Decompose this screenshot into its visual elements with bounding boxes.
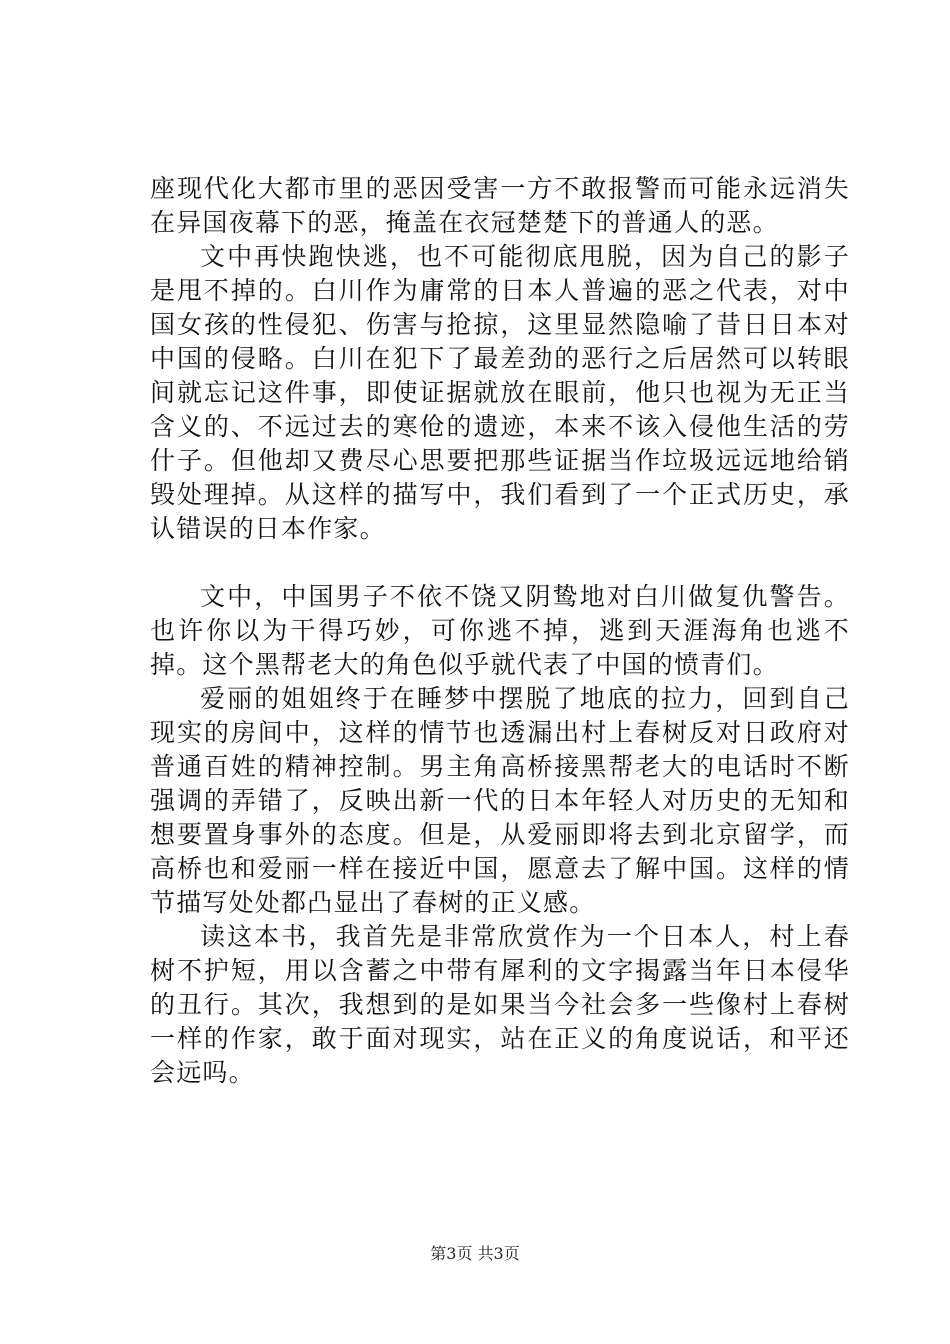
paragraph-4: 爱丽的姐姐终于在睡梦中摆脱了地底的拉力，回到自己现实的房间中，这样的情节也透漏出村上春树反对日政府对普通百姓的精神控制。男主角高桥接黑帮老大的电话时不断强调的弄错了，反映出新一代的日本年轻人对历史的无知和想要置身事外的态度。但是，从爱丽即将去到北京留学，而高桥也和爱丽一样在接近中国，愿意去了解中国。这样的情节描写处处都凸显出了春树的正义感。 (150, 684, 850, 917)
paragraph-3: 文中，中国男子不依不饶又阴鸷地对白川做复仇警告。也许你以为干得巧妙，可你逃不掉，逃到天涯海角也逃不掉。这个黑帮老大的角色似乎就代表了中国的愤青们。 (150, 582, 850, 679)
paragraph-2: 文中再快跑快逃，也不可能彻底甩脱，因为自己的影子是甩不掉的。白川作为庸常的日本人普遍的恶之代表，对中国女孩的性侵犯、伤害与抢掠，这里显然隐喻了昔日日本对中国的侵略。白川在犯下了最差劲的恶行之后居然可以转眼间就忘记这件事，即使证据就放在眼前，他只也视为无正当含义的、不远过去的寒伧的遗迹，本来不该入侵他生活的劳什子。但他却又费尽心思要把那些证据当作垃圾远远地给销毁处理掉。从这样的描写中，我们看到了一个正式历史，承认错误的日本作家。 (150, 242, 850, 543)
document-body (150, 172, 850, 1090)
page-number: 第3页 共3页 (430, 1244, 520, 1263)
paragraph-1: 座现代化大都市里的恶因受害一方不敢报警而可能永远消失在异国夜幕下的恶，掩盖在衣冠楚楚下的普通人的恶。 (150, 174, 850, 237)
paragraph-5: 读这本书，我首先是非常欣赏作为一个日本人，村上春树不护短，用以含蓄之中带有犀利的文字揭露当年日本侵华的丑行。其次，我想到的是如果当今社会多一些像村上春树一样的作家，敢于面对现实，站在正义的角度说话，和平还会远吗。 (150, 922, 850, 1087)
page-footer (0, 1244, 950, 1264)
